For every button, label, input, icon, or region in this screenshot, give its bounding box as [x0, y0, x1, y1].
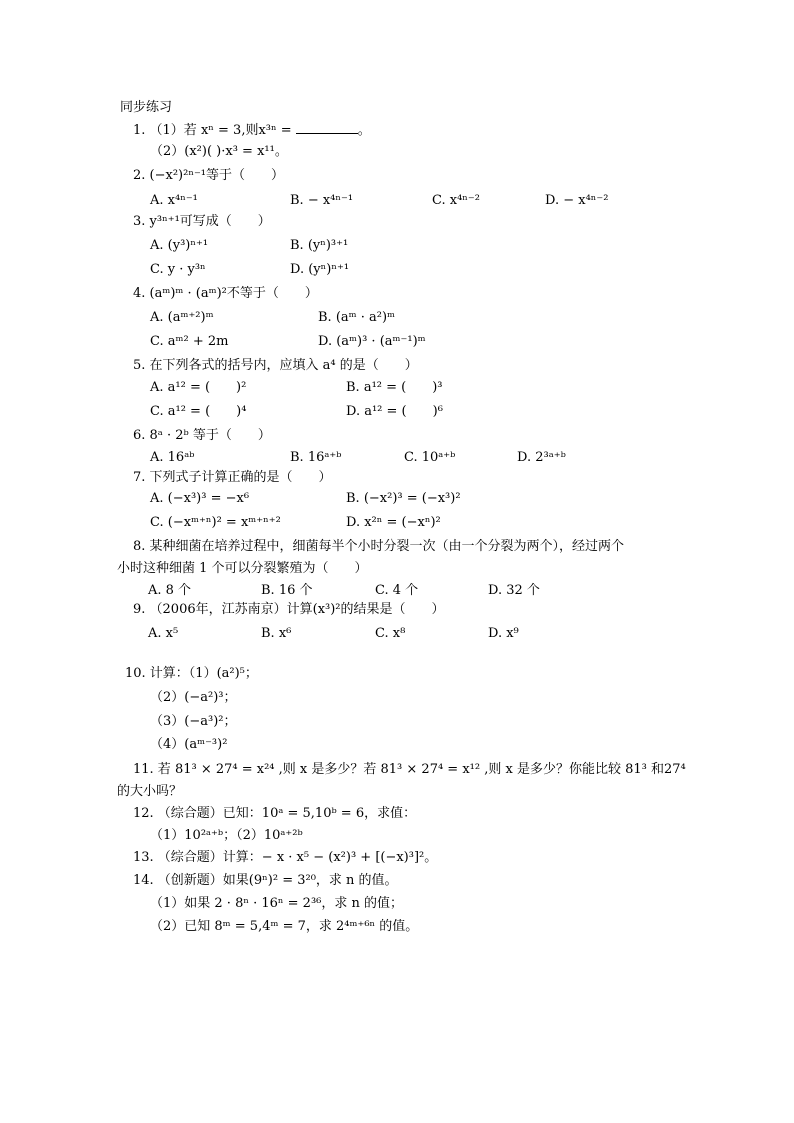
- question-2-option-a: A. x⁴ⁿ⁻¹: [150, 193, 198, 208]
- question-10-line-4: （4）(aᵐ⁻³)²: [150, 737, 228, 752]
- question-14-line-1: 14. （创新题）如果(9ⁿ)² = 3²⁰，求 n 的值。: [133, 873, 398, 888]
- question-9-option-c: C. x⁸: [375, 626, 406, 641]
- question-12-line-2: （1）10²ᵃ⁺ᵇ；（2）10ᵃ⁺²ᵇ: [150, 828, 303, 843]
- question-3-option-d: D. (yⁿ)ⁿ⁺¹: [290, 262, 350, 277]
- worksheet-title: 同步练习: [120, 100, 173, 115]
- question-9-option-d: D. x⁹: [488, 626, 519, 641]
- question-14-line-2: （1）如果 2 · 8ⁿ · 16ⁿ = 2³⁶，求 n 的值；: [150, 896, 404, 911]
- question-2-option-d: D. − x⁴ⁿ⁻²: [545, 193, 609, 208]
- question-7-option-d: D. x²ⁿ = (−xⁿ)²: [346, 515, 441, 530]
- question-7-stem: 7. 下列式子计算正确的是（ ）: [133, 470, 332, 485]
- answer-blank: [296, 121, 358, 134]
- question-3-option-b: B. (yⁿ)³⁺¹: [290, 238, 349, 253]
- question-5-option-a: A. a¹² = ( )²: [150, 380, 247, 395]
- question-10-line-2: （2）(−a²)³；: [150, 690, 237, 705]
- question-3-option-a: A. (y³)ⁿ⁺¹: [150, 238, 209, 253]
- question-1-part-2: （2）(x²)( )·x³ = x¹¹。: [150, 144, 288, 159]
- question-1-part-1-text: 1. （1）若 xⁿ = 3,则x³ⁿ =: [133, 123, 296, 138]
- question-10-line-3: （3）(−a³)²；: [150, 714, 237, 729]
- question-8-stem-line-1: 8. 某种细菌在培养过程中，细菌每半个小时分裂一次（由一个分裂为两个），经过两个: [133, 539, 625, 554]
- question-3-stem: 3. y³ⁿ⁺¹可写成（ ）: [133, 214, 271, 229]
- question-11-line-2: 的大小吗？: [117, 784, 183, 799]
- question-1-part-1: [133, 121, 371, 139]
- question-9-stem: 9. （2006年，江苏南京）计算(x³)²的结果是（ ）: [133, 602, 445, 617]
- question-7-option-c: C. (−xᵐ⁺ⁿ)² = xᵐ⁺ⁿ⁺²: [150, 515, 281, 530]
- question-4-stem: 4. (aᵐ)ᵐ · (aᵐ)²不等于（ ）: [133, 286, 318, 301]
- question-5-stem: 5. 在下列各式的括号内，应填入 a⁴ 的是（ ）: [133, 358, 418, 373]
- question-12-line-1: 12. （综合题）已知：10ᵃ = 5,10ᵇ = 6，求值：: [133, 806, 417, 821]
- question-7-option-a: A. (−x³)³ = −x⁶: [150, 491, 250, 506]
- question-6-option-b: B. 16ᵃ⁺ᵇ: [290, 450, 342, 465]
- question-11-line-1: 11. 若 81³ × 27⁴ = x²⁴ ,则 x 是多少？若 81³ × 27⁴ = x¹² ,则 x 是多少？你能比较 81³ 和27⁴: [133, 762, 686, 777]
- question-8-option-d: D. 32 个: [488, 583, 540, 598]
- question-8-stem-line-2: 小时这种细菌 1 个可以分裂繁殖为（ ）: [117, 561, 368, 576]
- question-13-line-1: 13. （综合题）计算：− x · x⁵ − (x²)³ + [(−x)³]²。: [133, 850, 438, 865]
- question-2-option-b: B. − x⁴ⁿ⁻¹: [290, 193, 354, 208]
- question-5-option-c: C. a¹² = ( )⁴: [150, 404, 247, 419]
- question-2-option-c: C. x⁴ⁿ⁻²: [432, 193, 480, 208]
- question-5-option-b: B. a¹² = ( )³: [346, 380, 443, 395]
- question-7-option-b: B. (−x²)³ = (−x³)²: [346, 491, 461, 506]
- question-6-option-c: C. 10ᵃ⁺ᵇ: [404, 450, 456, 465]
- question-6-option-d: D. 2³ᵃ⁺ᵇ: [517, 450, 566, 465]
- question-8-option-c: C. 4 个: [375, 583, 419, 598]
- question-6-stem: 6. 8ᵃ · 2ᵇ 等于（ ）: [133, 428, 271, 443]
- question-8-option-a: A. 8 个: [148, 583, 192, 598]
- question-9-option-a: A. x⁵: [148, 626, 179, 641]
- question-4-option-c: C. aᵐ² + 2m: [150, 334, 229, 349]
- question-8-option-b: B. 16 个: [261, 583, 313, 598]
- question-4-option-a: A. (aᵐ⁺²)ᵐ: [150, 310, 214, 325]
- question-6-option-a: A. 16ᵃᵇ: [150, 450, 195, 465]
- question-9-option-b: B. x⁶: [261, 626, 292, 641]
- question-5-option-d: D. a¹² = ( )⁶: [346, 404, 443, 419]
- question-14-line-3: （2）已知 8ᵐ = 5,4ᵐ = 7，求 2⁴ᵐ⁺⁶ⁿ 的值。: [150, 919, 419, 934]
- question-3-option-c: C. y · y³ⁿ: [150, 262, 206, 277]
- question-1-part-1-end: 。: [357, 123, 371, 138]
- question-4-option-d: D. (aᵐ)³ · (aᵐ⁻¹)ᵐ: [318, 334, 426, 349]
- question-4-option-b: B. (aᵐ · a²)ᵐ: [318, 310, 396, 325]
- question-2-stem: 2. (−x²)²ⁿ⁻¹等于（ ）: [133, 168, 285, 183]
- question-10-line-1: 10. 计算：（1）(a²)⁵；: [125, 666, 258, 681]
